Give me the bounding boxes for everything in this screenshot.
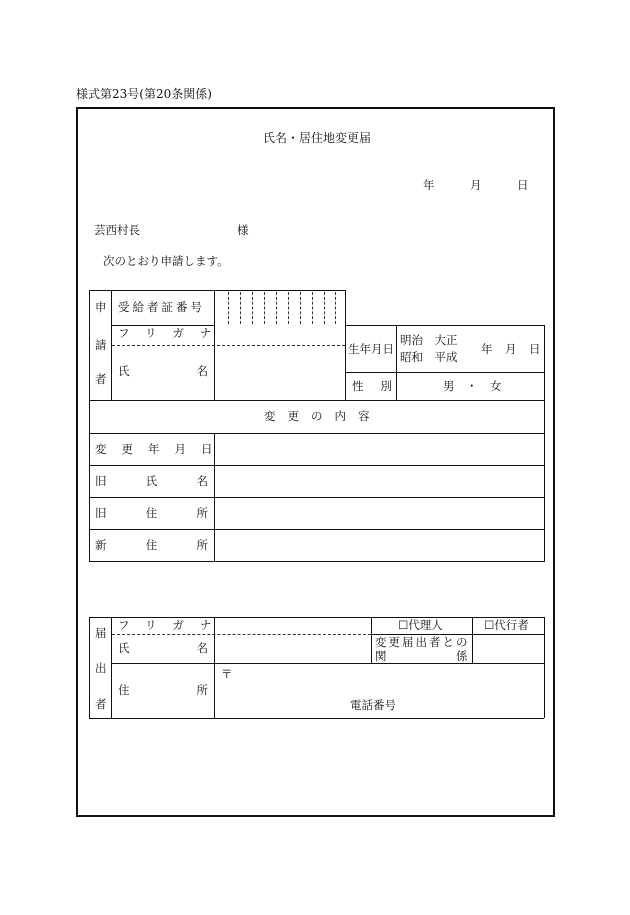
birth-day: 日 <box>529 342 541 356</box>
gender-female[interactable]: 女 <box>490 379 502 393</box>
change-row-old-address: 旧 住 所 <box>95 506 208 520</box>
relation-label-line1: 変更届出者との <box>375 635 470 649</box>
applicant-furigana-label: フリガナ <box>118 326 228 340</box>
change-row-old-name: 旧 氏 名 <box>95 474 208 488</box>
date-month: 月 <box>470 178 482 192</box>
proxy-checkbox[interactable]: ☐代行者 <box>484 618 529 632</box>
date-year: 年 <box>423 178 435 192</box>
cert-number-label: 受給者証番号 <box>118 300 205 314</box>
birth-date-label: 生年月日 <box>348 342 394 356</box>
notifier-side-label-3: 者 <box>95 697 107 711</box>
agent-checkbox[interactable]: ☐代理人 <box>398 618 443 632</box>
date-day: 日 <box>517 178 529 192</box>
gender-label: 性別 <box>352 379 409 393</box>
gender-dot: ・ <box>466 379 478 393</box>
changes-header: 変更の内容 <box>264 409 382 423</box>
era-line-1: 明治 大正 <box>400 333 458 347</box>
addressee-name: 芸西村長 <box>94 223 140 237</box>
notifier-address-label: 住 所 <box>118 683 208 697</box>
applicant-side-label-3: 者 <box>95 372 107 386</box>
birth-month: 月 <box>505 342 517 356</box>
change-row-new-address: 新 住 所 <box>95 538 208 552</box>
phone-label: 電話番号 <box>350 698 396 712</box>
notifier-furigana-label: フリガナ <box>118 618 228 632</box>
notifier-side-label-1: 届 <box>95 626 107 640</box>
intro-text: 次のとおり申請します。 <box>103 254 229 268</box>
applicant-side-label-2: 請 <box>95 338 107 352</box>
page-title: 氏名・居住地変更届 <box>263 131 372 145</box>
relation-label-kan: 関 <box>375 649 387 663</box>
era-line-2: 昭和 平成 <box>400 350 458 364</box>
applicant-side-label-1: 申 <box>95 300 107 314</box>
postal-mark: 〒 <box>221 667 233 681</box>
relation-label-kei: 係 <box>456 649 468 663</box>
applicant-name-label: 氏 名 <box>118 364 208 378</box>
form-number: 様式第23号(第20条関係) <box>76 87 212 101</box>
form-frame <box>76 107 555 817</box>
addressee-honorific: 様 <box>237 223 249 237</box>
birth-year: 年 <box>481 342 493 356</box>
gender-male[interactable]: 男 <box>443 379 455 393</box>
notifier-side-label-2: 出 <box>95 661 107 675</box>
change-row-date: 変更年月日 <box>95 442 228 456</box>
notifier-name-label: 氏 名 <box>118 641 208 655</box>
